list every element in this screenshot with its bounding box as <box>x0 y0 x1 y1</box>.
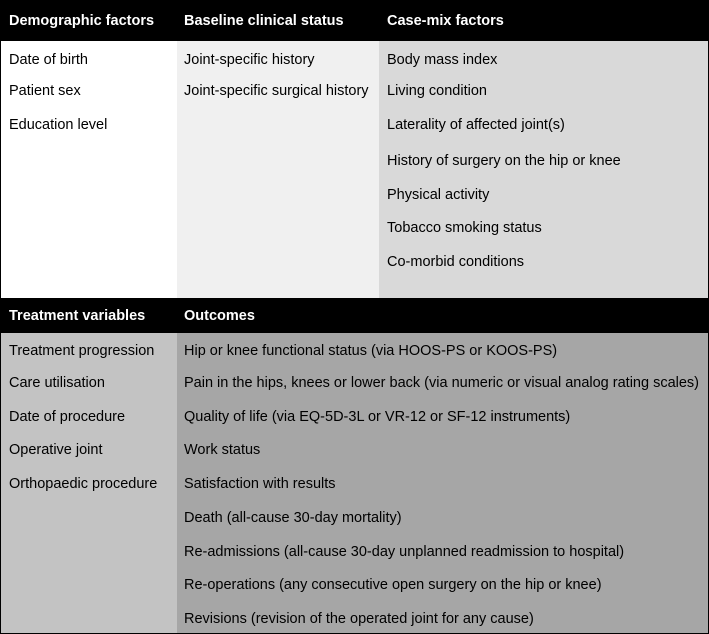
casemix-item: Living condition <box>387 83 487 99</box>
treatment-item: Orthopaedic procedure <box>9 476 158 492</box>
outcomes-item: Pain in the hips, knees or lower back (via numeric or visual analog rating scales) <box>184 375 699 391</box>
header-treatment-variables: Treatment variables <box>9 308 146 324</box>
casemix-item: Co-morbid conditions <box>387 254 525 270</box>
casemix-item: Body mass index <box>387 52 498 68</box>
demographic-item: Education level <box>9 117 108 133</box>
outcomes-item: Re-operations (any consecutive open surgery on the hip or knee) <box>184 577 602 593</box>
treatment-item: Treatment progression <box>9 343 155 359</box>
demographic-item: Date of birth <box>9 52 88 68</box>
outcomes-item: Satisfaction with results <box>184 476 336 492</box>
treatment-item: Care utilisation <box>9 375 105 391</box>
top-header-row <box>1 1 708 41</box>
outcomes-item: Quality of life (via EQ-5D-3L or VR-12 or SF-12 instruments) <box>184 409 571 425</box>
header-case-mix-factors: Case-mix factors <box>387 13 504 29</box>
outcomes-item: Death (all-cause 30-day mortality) <box>184 510 402 526</box>
treatment-item: Operative joint <box>9 442 103 458</box>
outcomes-item: Re-admissions (all-cause 30-day unplanned readmission to hospital) <box>184 544 625 560</box>
outcomes-item: Work status <box>184 442 261 458</box>
middle-header-row <box>1 298 708 333</box>
demographic-column <box>1 41 177 298</box>
casemix-item: Tobacco smoking status <box>387 220 542 236</box>
casemix-item: History of surgery on the hip or knee <box>387 153 621 169</box>
baseline-column <box>177 41 379 298</box>
baseline-item: Joint-specific history <box>184 52 315 68</box>
outcomes-item: Hip or knee functional status (via HOOS-PS or KOOS-PS) <box>184 343 558 359</box>
header-baseline-clinical-status: Baseline clinical status <box>184 13 344 29</box>
demographic-item: Patient sex <box>9 83 81 99</box>
treatment-item: Date of procedure <box>9 409 126 425</box>
outcomes-item: Revisions (revision of the operated joint for any cause) <box>184 611 534 627</box>
casemix-item: Physical activity <box>387 187 490 203</box>
casemix-item: Laterality of affected joint(s) <box>387 117 565 133</box>
baseline-item: Joint-specific surgical history <box>184 83 369 99</box>
header-outcomes: Outcomes <box>184 308 255 324</box>
header-demographic-factors: Demographic factors <box>9 13 155 29</box>
